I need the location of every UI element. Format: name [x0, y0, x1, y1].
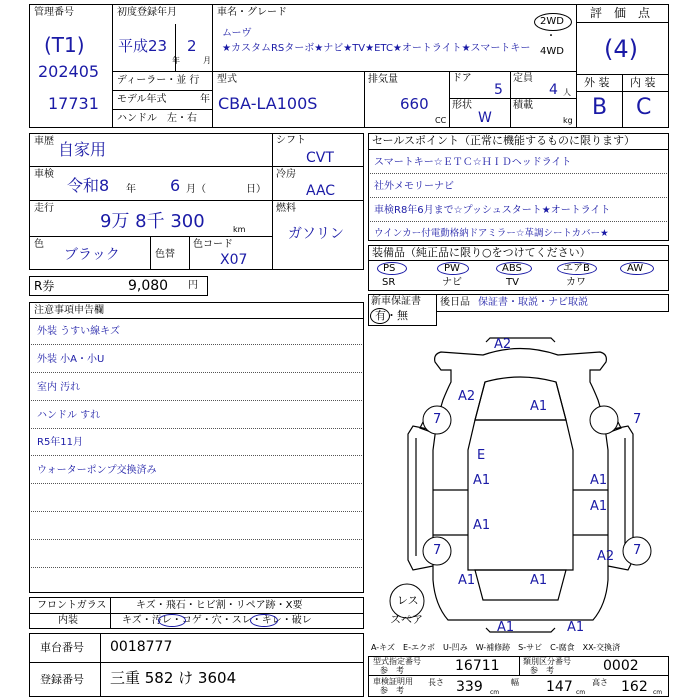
- dealer-sep: [112, 90, 213, 91]
- front-glass-value: キズ・飛石・ヒビ割・リペア跡・X要: [136, 600, 303, 611]
- tire-rear-right: 7: [633, 543, 642, 558]
- sales-sep0: [368, 149, 669, 150]
- first-reg-month: 2: [187, 37, 197, 55]
- spare-text: スペア: [390, 613, 423, 626]
- type-value: CBA-LA100S: [218, 94, 318, 113]
- color-code-value: X07: [220, 252, 248, 268]
- ext-label: 外 装: [584, 76, 610, 89]
- shape-value: W: [478, 110, 492, 126]
- equip-tv: TV: [506, 277, 519, 288]
- color-code-label: 色コード: [193, 239, 233, 250]
- front-glass-label: フロントガラス: [37, 600, 107, 611]
- interior-rub-circle: [250, 614, 278, 627]
- after-label: 後日品: [440, 297, 470, 308]
- ac-value: AAC: [306, 183, 336, 199]
- note-6: ウォーターポンプ交換済み: [37, 465, 157, 476]
- notes-title: 注意事項申告欄: [34, 305, 104, 316]
- int-label: 内 装: [630, 76, 656, 89]
- mark-front-left: A2: [458, 389, 476, 404]
- tire-rear-left: 7: [433, 543, 442, 558]
- mark-left-door-1: A1: [473, 473, 491, 488]
- note-dot1: [31, 344, 362, 345]
- type-designation-ref: 参 考: [380, 666, 404, 675]
- sales-dot3: [370, 221, 667, 222]
- note-dot4: [31, 428, 362, 429]
- doors-value: 5: [494, 82, 503, 98]
- mgmt-t: (T1): [44, 33, 85, 57]
- equipment-title: 装備品（純正品に限り○をつけてください）: [372, 246, 591, 259]
- model-year-label: モデル年式: [117, 94, 167, 105]
- mark-left-rear: A1: [458, 573, 476, 588]
- width-label: 幅: [511, 678, 519, 687]
- hist-sep3: [29, 236, 273, 237]
- category-label: 類別区分番号: [523, 657, 571, 666]
- warranty-label: 新車保証書: [371, 296, 421, 307]
- shift-value: CVT: [306, 150, 334, 166]
- chassis-value: 0018777: [110, 639, 173, 655]
- mark-rear-right-bumper: A1: [567, 620, 585, 635]
- score-value: (4): [604, 35, 638, 63]
- chassis-label: 車台番号: [40, 641, 84, 654]
- type-designation-value: 16711: [455, 658, 500, 674]
- load-label: 積載: [513, 100, 533, 111]
- ac-label: 冷房: [276, 169, 296, 180]
- dealer-label: ディーラー・並 行: [117, 75, 200, 86]
- mark-trunk: A1: [530, 573, 548, 588]
- month-unit: 月: [203, 56, 211, 65]
- recycle-unit: 円: [188, 280, 198, 291]
- inspection-year-unit: 年: [126, 184, 136, 195]
- fuel-label: 燃料: [276, 203, 296, 214]
- name-grade-label: 車名・グレード: [217, 7, 287, 18]
- color-change-label: 色替: [155, 249, 175, 260]
- mark-front-bumper: A2: [494, 337, 512, 352]
- note-dot2: [31, 372, 362, 373]
- drive-2wd: 2WD: [540, 16, 564, 27]
- equip-abs: ABS: [502, 263, 522, 274]
- shift-sep2: [272, 200, 364, 201]
- equip-airb: エアB: [563, 263, 590, 274]
- fuel-value: ガソリン: [288, 226, 344, 242]
- damage-legend: A-キズ E-エクボ U-凹み W-補修跡 S-サビ C-腐食 XX-交換済: [371, 643, 621, 652]
- interior-value: キズ・汚レ・コゲ・穴・スレ・キレ・破レ: [122, 615, 312, 626]
- warranty-value: 有・無: [375, 309, 408, 322]
- capacity-unit: 人: [563, 88, 571, 97]
- note-4: ハンドル すれ: [37, 410, 101, 421]
- interior-dirty-circle: [158, 614, 186, 627]
- color-div2: [189, 236, 190, 270]
- recycle-box: [29, 276, 208, 296]
- equip-ps: PS: [383, 263, 396, 274]
- doors-label: ドア: [452, 73, 472, 84]
- note-dot9: [31, 567, 362, 568]
- inspection-label: 車検: [34, 169, 54, 180]
- note-dot7: [31, 511, 362, 512]
- equip-pw: PW: [444, 263, 460, 274]
- mark-rear-left-bumper: A1: [497, 620, 515, 635]
- reg-value: 三重 582 け 3604: [110, 669, 237, 687]
- mark-right-door-2: A1: [590, 499, 608, 514]
- equip-aw: AW: [627, 263, 644, 274]
- year-unit: 年: [172, 56, 180, 65]
- mileage-label: 走行: [34, 203, 54, 214]
- color-label: 色: [34, 239, 44, 250]
- note-dot8: [31, 539, 362, 540]
- notes-sep0: [29, 318, 364, 319]
- sales-line-2: 社外メモリーナビ: [374, 181, 454, 192]
- equip-kawa: カワ: [566, 277, 586, 288]
- cert-label: 車検証明用: [373, 677, 413, 686]
- mark-left-front-panel: E: [477, 448, 486, 463]
- score-sep3: [576, 91, 669, 92]
- recycle-value: 9,080: [128, 278, 169, 294]
- mgmt-no1: 202405: [38, 62, 100, 81]
- note-3: 室内 汚れ: [37, 382, 81, 393]
- category-ref: 参 考: [530, 666, 554, 675]
- ext-value: B: [592, 95, 608, 120]
- hist-sep1: [29, 166, 273, 167]
- handle-label: ハンドル 左・右: [117, 113, 197, 124]
- chassis-vsep: [100, 633, 101, 697]
- model-sep: [112, 109, 213, 110]
- drive-4wd: 4WD: [540, 46, 564, 57]
- chassis-hsep: [29, 662, 364, 663]
- type-designation-label: 型式指定番号: [373, 657, 421, 666]
- mark-right-rear: A2: [597, 549, 615, 564]
- glass-hsep: [29, 613, 364, 614]
- bs-vsep1: [519, 656, 520, 676]
- cert-ref: 参 考: [380, 686, 404, 695]
- capacity-label: 定員: [513, 73, 533, 84]
- mgmt-label: 管理番号: [34, 7, 74, 18]
- tire-front-left: 7: [433, 412, 442, 427]
- reg-divider: [175, 24, 176, 72]
- height-unit: cm: [653, 689, 663, 696]
- mark-left-door-2: A1: [473, 518, 491, 533]
- type-label: 型式: [217, 74, 237, 85]
- displacement-unit: CC: [435, 116, 447, 125]
- equip-sep: [368, 260, 669, 261]
- inspection-month: 6: [170, 176, 181, 195]
- note-2: 外装 小A・小U: [37, 354, 105, 365]
- displacement-label: 排気量: [368, 74, 398, 85]
- mileage-unit: km: [233, 225, 246, 234]
- note-dot5: [31, 455, 362, 456]
- length-label: 長さ: [428, 678, 444, 687]
- inspection-era: 令和8: [67, 176, 110, 195]
- length-value: 339: [456, 679, 483, 695]
- mgmt-no2: 17731: [48, 94, 99, 113]
- height-value: 162: [621, 679, 648, 695]
- recycle-label: R券: [34, 279, 55, 293]
- grade: ★カスタムRSターボ★ナビ★TV★ETC★オートライト★スマートキー: [222, 43, 531, 54]
- drive-dot: ・: [546, 31, 556, 42]
- sales-line-3: 車検R8年6月まで☆プッシュスタート★オートライト: [374, 205, 611, 216]
- sales-line-4: ウインカー付電動格納ドアミラー☆革調シートカバー★: [374, 228, 609, 239]
- mark-right-door-1: A1: [590, 473, 608, 488]
- spare-label: レス: [397, 594, 419, 607]
- note-5: R5年11月: [37, 437, 84, 448]
- car-name: ムーヴ: [222, 28, 252, 39]
- color-value: ブラック: [64, 247, 120, 263]
- sales-dot2: [370, 197, 667, 198]
- equip-navi: ナビ: [442, 277, 462, 288]
- width-value: 147: [546, 679, 573, 695]
- first-reg-era: 平成23: [118, 37, 168, 55]
- note-1: 外装 うすい線キズ: [37, 326, 120, 337]
- mileage-value: 9万 8千 300: [100, 211, 205, 232]
- mark-hood: A1: [530, 399, 548, 414]
- hist-sep2: [29, 200, 273, 201]
- history-label: 車歴: [34, 136, 54, 147]
- load-unit: kg: [563, 116, 573, 125]
- color-div1: [150, 236, 151, 270]
- category-value: 0002: [603, 658, 639, 674]
- inspection-day-unit: 日）: [246, 184, 266, 195]
- score-sep1: [576, 22, 669, 23]
- score-vsep: [622, 74, 623, 128]
- note-dot3: [31, 400, 362, 401]
- inspection-month-unit: 月（: [186, 184, 206, 195]
- reg-label: 登録番号: [40, 673, 84, 686]
- interior-label: 内装: [58, 615, 78, 626]
- height-label: 高さ: [592, 678, 608, 687]
- first-reg-label: 初度登録年月: [117, 7, 177, 18]
- history-value: 自家用: [58, 140, 107, 159]
- capacity-value: 4: [549, 82, 558, 98]
- sales-title: セールスポイント（正常に機能するものに限ります）: [372, 134, 636, 147]
- shape-label: 形状: [452, 100, 472, 111]
- length-unit: cm: [490, 689, 500, 696]
- tire-front-right: 7: [633, 412, 642, 427]
- width-unit: cm: [576, 689, 586, 696]
- note-dot6: [31, 483, 362, 484]
- shift-sep1: [272, 166, 364, 167]
- int-value: C: [636, 95, 652, 120]
- shift-label: シフト: [276, 135, 306, 146]
- sales-line-1: スマートキー☆ＥＴＣ☆ＨＩＤヘッドライト: [374, 157, 572, 168]
- score-label: 評 価 点: [590, 6, 651, 20]
- sales-dot1: [370, 173, 667, 174]
- after-value: 保証書・取説・ナビ取説: [478, 297, 588, 308]
- displacement-value: 660: [400, 95, 429, 113]
- equip-sr: SR: [382, 277, 396, 288]
- model-year-unit: 年: [200, 94, 210, 105]
